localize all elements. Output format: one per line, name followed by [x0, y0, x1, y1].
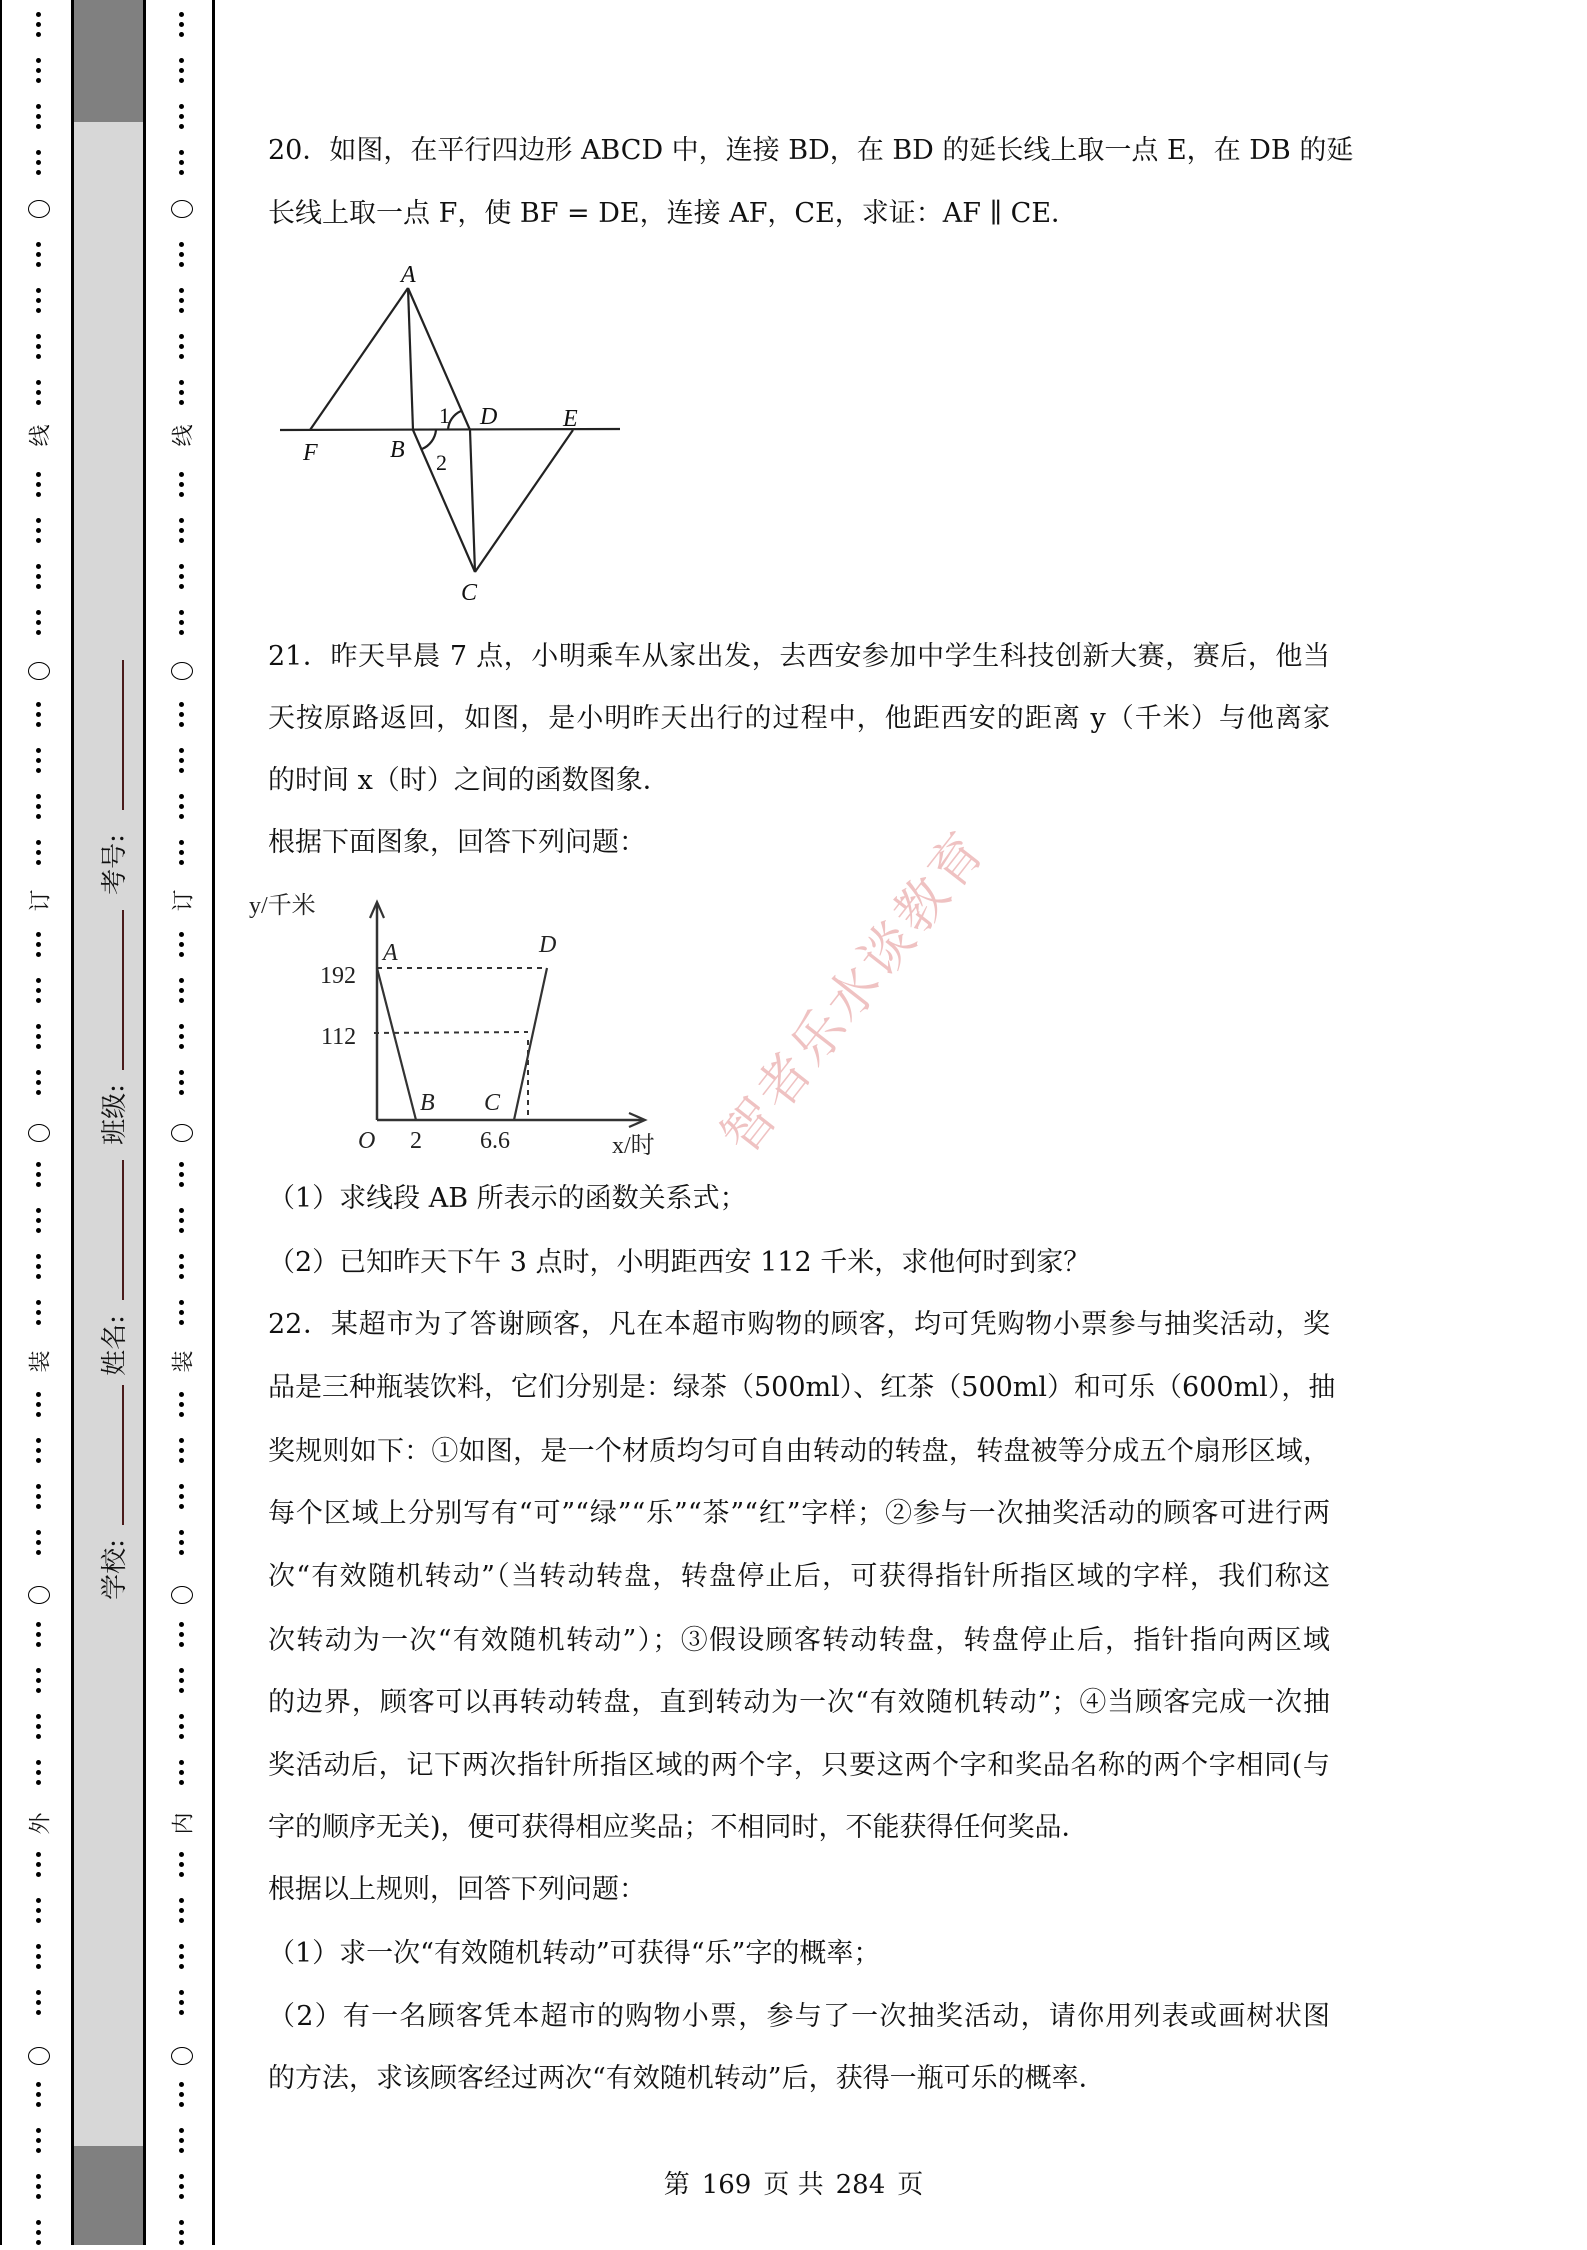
angle-2-arc: [422, 430, 436, 449]
q22-line: 的方法，求该顾客经过两次“有效随机转动”后，获得一瓶可乐的概率．: [268, 2063, 1106, 2094]
q21-subquestion: （2）已知昨天下午 3 点时，小明距西安 112 千米，求他何时到家？: [268, 1247, 1091, 1278]
dotted-separator: [179, 518, 185, 548]
dotted-separator: [179, 702, 185, 732]
q20-geometry-figure: [270, 250, 650, 610]
dotted-separator: [36, 1852, 42, 1882]
point-label: A: [383, 940, 398, 966]
dotted-separator: [179, 1852, 185, 1882]
margin-border: [212, 0, 215, 2245]
q21-subquestion: （1）求线段 AB 所表示的函数关系式；: [268, 1183, 747, 1214]
margin-char: 订: [28, 889, 54, 912]
circle-icon: [171, 200, 193, 218]
dotted-separator: [179, 242, 185, 272]
point-label: C: [461, 580, 478, 606]
dotted-separator: [179, 1300, 185, 1330]
dotted-separator: [36, 104, 42, 134]
dotted-separator: [36, 1024, 42, 1054]
point-label: D: [480, 404, 498, 430]
q21-line: 根据下面图象，回答下列问题：: [268, 827, 646, 858]
exam-number-blank[interactable]: [122, 660, 124, 810]
band-border-right: [143, 0, 146, 2245]
segment-dc: [470, 430, 475, 572]
dotted-separator: [36, 610, 42, 640]
dotted-separator: [36, 2082, 42, 2112]
dotted-separator: [179, 1898, 185, 1928]
dotted-separator: [179, 58, 185, 88]
dotted-separator: [179, 1162, 185, 1192]
dotted-separator: [36, 1438, 42, 1468]
dotted-separator: [36, 242, 42, 272]
name-label: 姓名:: [99, 1315, 130, 1376]
dotted-separator: [179, 610, 185, 640]
school-blank[interactable]: [122, 1385, 124, 1525]
circle-icon: [28, 1124, 50, 1142]
dotted-separator: [36, 702, 42, 732]
q20-line: 长线上取一点 F，使 BF = DE，连接 AF，CE，求证：AF ∥ CE．: [268, 198, 1079, 229]
q22-line: （2）有一名顾客凭本超市的购物小票，参与了一次抽奖活动，请你用列表或画树状图: [268, 2001, 1330, 2032]
segment-ab: [377, 968, 416, 1120]
q20-line: 20．如图，在平行四边形 ABCD 中，连接 BD，在 BD 的延长线上取一点 E，在 DB 的延: [268, 135, 1354, 166]
q21-line: 天按原路返回，如图，是小明昨天出行的过程中，他距西安的距离 y（千米）与他离家: [268, 703, 1330, 734]
dotted-separator: [36, 2220, 42, 2250]
circle-icon: [171, 2047, 193, 2065]
dotted-separator: [179, 1438, 185, 1468]
dotted-separator: [179, 2082, 185, 2112]
total-pages: 284: [835, 2170, 886, 2200]
origin-label: O: [358, 1128, 376, 1154]
q22-line: 22．某超市为了答谢顾客，凡在本超市购物的顾客，均可凭购物小票参与抽奖活动，奖: [268, 1309, 1330, 1340]
q22-line: 每个区域上分别写有“可”“绿”“乐”“茶”“红”字样；②参与一次抽奖活动的顾客可进行两: [268, 1498, 1330, 1529]
footer-prefix: 第: [663, 2170, 690, 2200]
dotted-separator: [36, 1990, 42, 2020]
dotted-separator: [36, 1668, 42, 1698]
q22-line: 次转动为一次“有效随机转动”）；③假设顾客转动转盘，转盘停止后，指针指向两区域: [268, 1625, 1330, 1656]
dotted-separator: [179, 288, 185, 318]
dotted-separator: [36, 748, 42, 778]
name-blank[interactable]: [122, 1160, 124, 1300]
x-tick-label: 6.6: [480, 1128, 510, 1154]
y-axis-label: y/千米: [249, 893, 316, 919]
dotted-separator: [179, 1530, 185, 1560]
dotted-separator: [179, 2128, 185, 2158]
dotted-separator: [179, 1208, 185, 1238]
dotted-separator: [36, 1392, 42, 1422]
segment-ab: [408, 288, 413, 430]
point-label: A: [401, 262, 416, 288]
q22-line: 品是三种瓶装饮料，它们分别是：绿茶（500ml）、红茶（500ml）和可乐（600ml），抽: [268, 1372, 1336, 1403]
footer-suffix: 页: [897, 2170, 924, 2200]
info-band-top: [72, 0, 144, 122]
dotted-separator: [179, 794, 185, 824]
angle-label: 1: [439, 403, 450, 428]
circle-icon: [28, 200, 50, 218]
point-label: D: [539, 932, 557, 958]
dotted-separator: [36, 518, 42, 548]
dotted-separator: [36, 978, 42, 1008]
margin-char: 内: [171, 1812, 197, 1835]
exam-number-label: 考号:: [99, 834, 130, 895]
dotted-separator: [179, 1990, 185, 2020]
dotted-separator: [179, 12, 185, 42]
point-label: E: [563, 406, 578, 432]
dotted-separator: [179, 150, 185, 180]
x-axis-label: x/时: [612, 1133, 655, 1159]
dotted-separator: [36, 1162, 42, 1192]
dotted-separator: [179, 564, 185, 594]
dotted-separator: [36, 1530, 42, 1560]
dotted-separator: [36, 1898, 42, 1928]
class-blank[interactable]: [122, 910, 124, 1070]
dotted-separator: [36, 2128, 42, 2158]
dotted-separator: [36, 12, 42, 42]
dotted-separator: [36, 334, 42, 364]
dotted-separator: [179, 748, 185, 778]
dotted-separator: [179, 1668, 185, 1698]
dotted-separator: [36, 472, 42, 502]
dotted-separator: [36, 380, 42, 410]
dotted-separator: [36, 288, 42, 318]
circle-icon: [171, 662, 193, 680]
point-label: C: [484, 1090, 501, 1116]
circle-icon: [28, 2047, 50, 2065]
margin-char: 外: [28, 1812, 54, 1835]
dotted-separator: [179, 1392, 185, 1422]
y-tick-label: 192: [320, 963, 356, 989]
dotted-separator: [36, 150, 42, 180]
q22-line: 的边界，顾客可以再转动转盘，直到转动为一次“有效随机转动”；④当顾客完成一次抽: [268, 1687, 1330, 1718]
circle-icon: [171, 1124, 193, 1142]
margin-char: 装: [171, 1350, 197, 1373]
dotted-separator: [179, 1484, 185, 1514]
footer-mid: 页 共: [763, 2170, 824, 2200]
dotted-separator: [36, 1760, 42, 1790]
dotted-separator: [36, 932, 42, 962]
segment-af: [310, 288, 408, 430]
band-border-left: [71, 0, 74, 2245]
q22-line: 字的顺序无关)，便可获得相应奖品；不相同时，不能获得任何奖品．: [268, 1812, 1089, 1843]
point-label: B: [390, 437, 405, 463]
dotted-separator: [179, 932, 185, 962]
dotted-separator: [36, 840, 42, 870]
q22-line: 奖活动后，记下两次指针所指区域的两个字，只要这两个字和奖品名称的两个字相同(与: [268, 1750, 1330, 1781]
dotted-separator: [179, 1070, 185, 1100]
point-label: B: [420, 1090, 435, 1116]
point-label: F: [303, 440, 318, 466]
dotted-separator: [179, 380, 185, 410]
dotted-separator: [179, 1254, 185, 1284]
q22-line: 次“有效随机转动”（当转动转盘，转盘停止后，可获得指针所指区域的字样，我们称这: [268, 1561, 1330, 1592]
dotted-separator: [179, 1622, 185, 1652]
dotted-separator: [36, 1208, 42, 1238]
q21-distance-time-graph: [240, 880, 680, 1170]
dotted-separator: [36, 794, 42, 824]
dotted-separator: [179, 1714, 185, 1744]
dotted-separator: [36, 1484, 42, 1514]
page-edge-line: [0, 0, 2, 2245]
margin-char: 线: [171, 424, 197, 447]
q22-line: （1）求一次“有效随机转动”可获得“乐”字的概率；: [268, 1938, 881, 1969]
circle-icon: [28, 1586, 50, 1604]
dotted-separator: [36, 1300, 42, 1330]
watermark: 智者乐水谈教育: [710, 819, 999, 1165]
margin-char: 订: [171, 889, 197, 912]
page-footer: [0, 2164, 1587, 2201]
dotted-separator: [36, 1714, 42, 1744]
dotted-separator: [36, 1944, 42, 1974]
dotted-separator: [36, 1622, 42, 1652]
q22-line: 根据以上规则，回答下列问题：: [268, 1874, 646, 1905]
dotted-separator: [36, 1254, 42, 1284]
q21-line: 21．昨天早晨 7 点，小明乘车从家出发，去西安参加中学生科技创新大赛，赛后，他当: [268, 641, 1330, 672]
margin-char: 线: [28, 424, 54, 447]
dotted-separator: [179, 104, 185, 134]
dashed-112: [374, 1032, 528, 1033]
q21-line: 的时间 x（时）之间的函数图象．: [268, 765, 670, 796]
dotted-separator: [36, 58, 42, 88]
x-tick-label: 2: [410, 1128, 422, 1154]
y-tick-label: 112: [321, 1024, 357, 1050]
dotted-separator: [36, 564, 42, 594]
dotted-separator: [179, 1760, 185, 1790]
segment-cd: [514, 968, 547, 1120]
dotted-separator: [179, 334, 185, 364]
class-label: 班级:: [99, 1084, 130, 1145]
circle-icon: [28, 662, 50, 680]
current-page: 169: [701, 2170, 752, 2200]
dotted-separator: [179, 840, 185, 870]
circle-icon: [171, 1586, 193, 1604]
dotted-separator: [179, 2220, 185, 2250]
angle-label: 2: [436, 450, 447, 475]
margin-char: 装: [28, 1350, 54, 1373]
school-label: 学校:: [99, 1539, 130, 1600]
segment-ce: [475, 430, 573, 572]
dotted-separator: [36, 1070, 42, 1100]
dotted-separator: [179, 1024, 185, 1054]
q22-line: 奖规则如下：①如图，是一个材质均匀可自由转动的转盘，转盘被等分成五个扇形区域，: [268, 1436, 1330, 1467]
dotted-separator: [179, 1944, 185, 1974]
dotted-separator: [179, 978, 185, 1008]
dotted-separator: [179, 472, 185, 502]
